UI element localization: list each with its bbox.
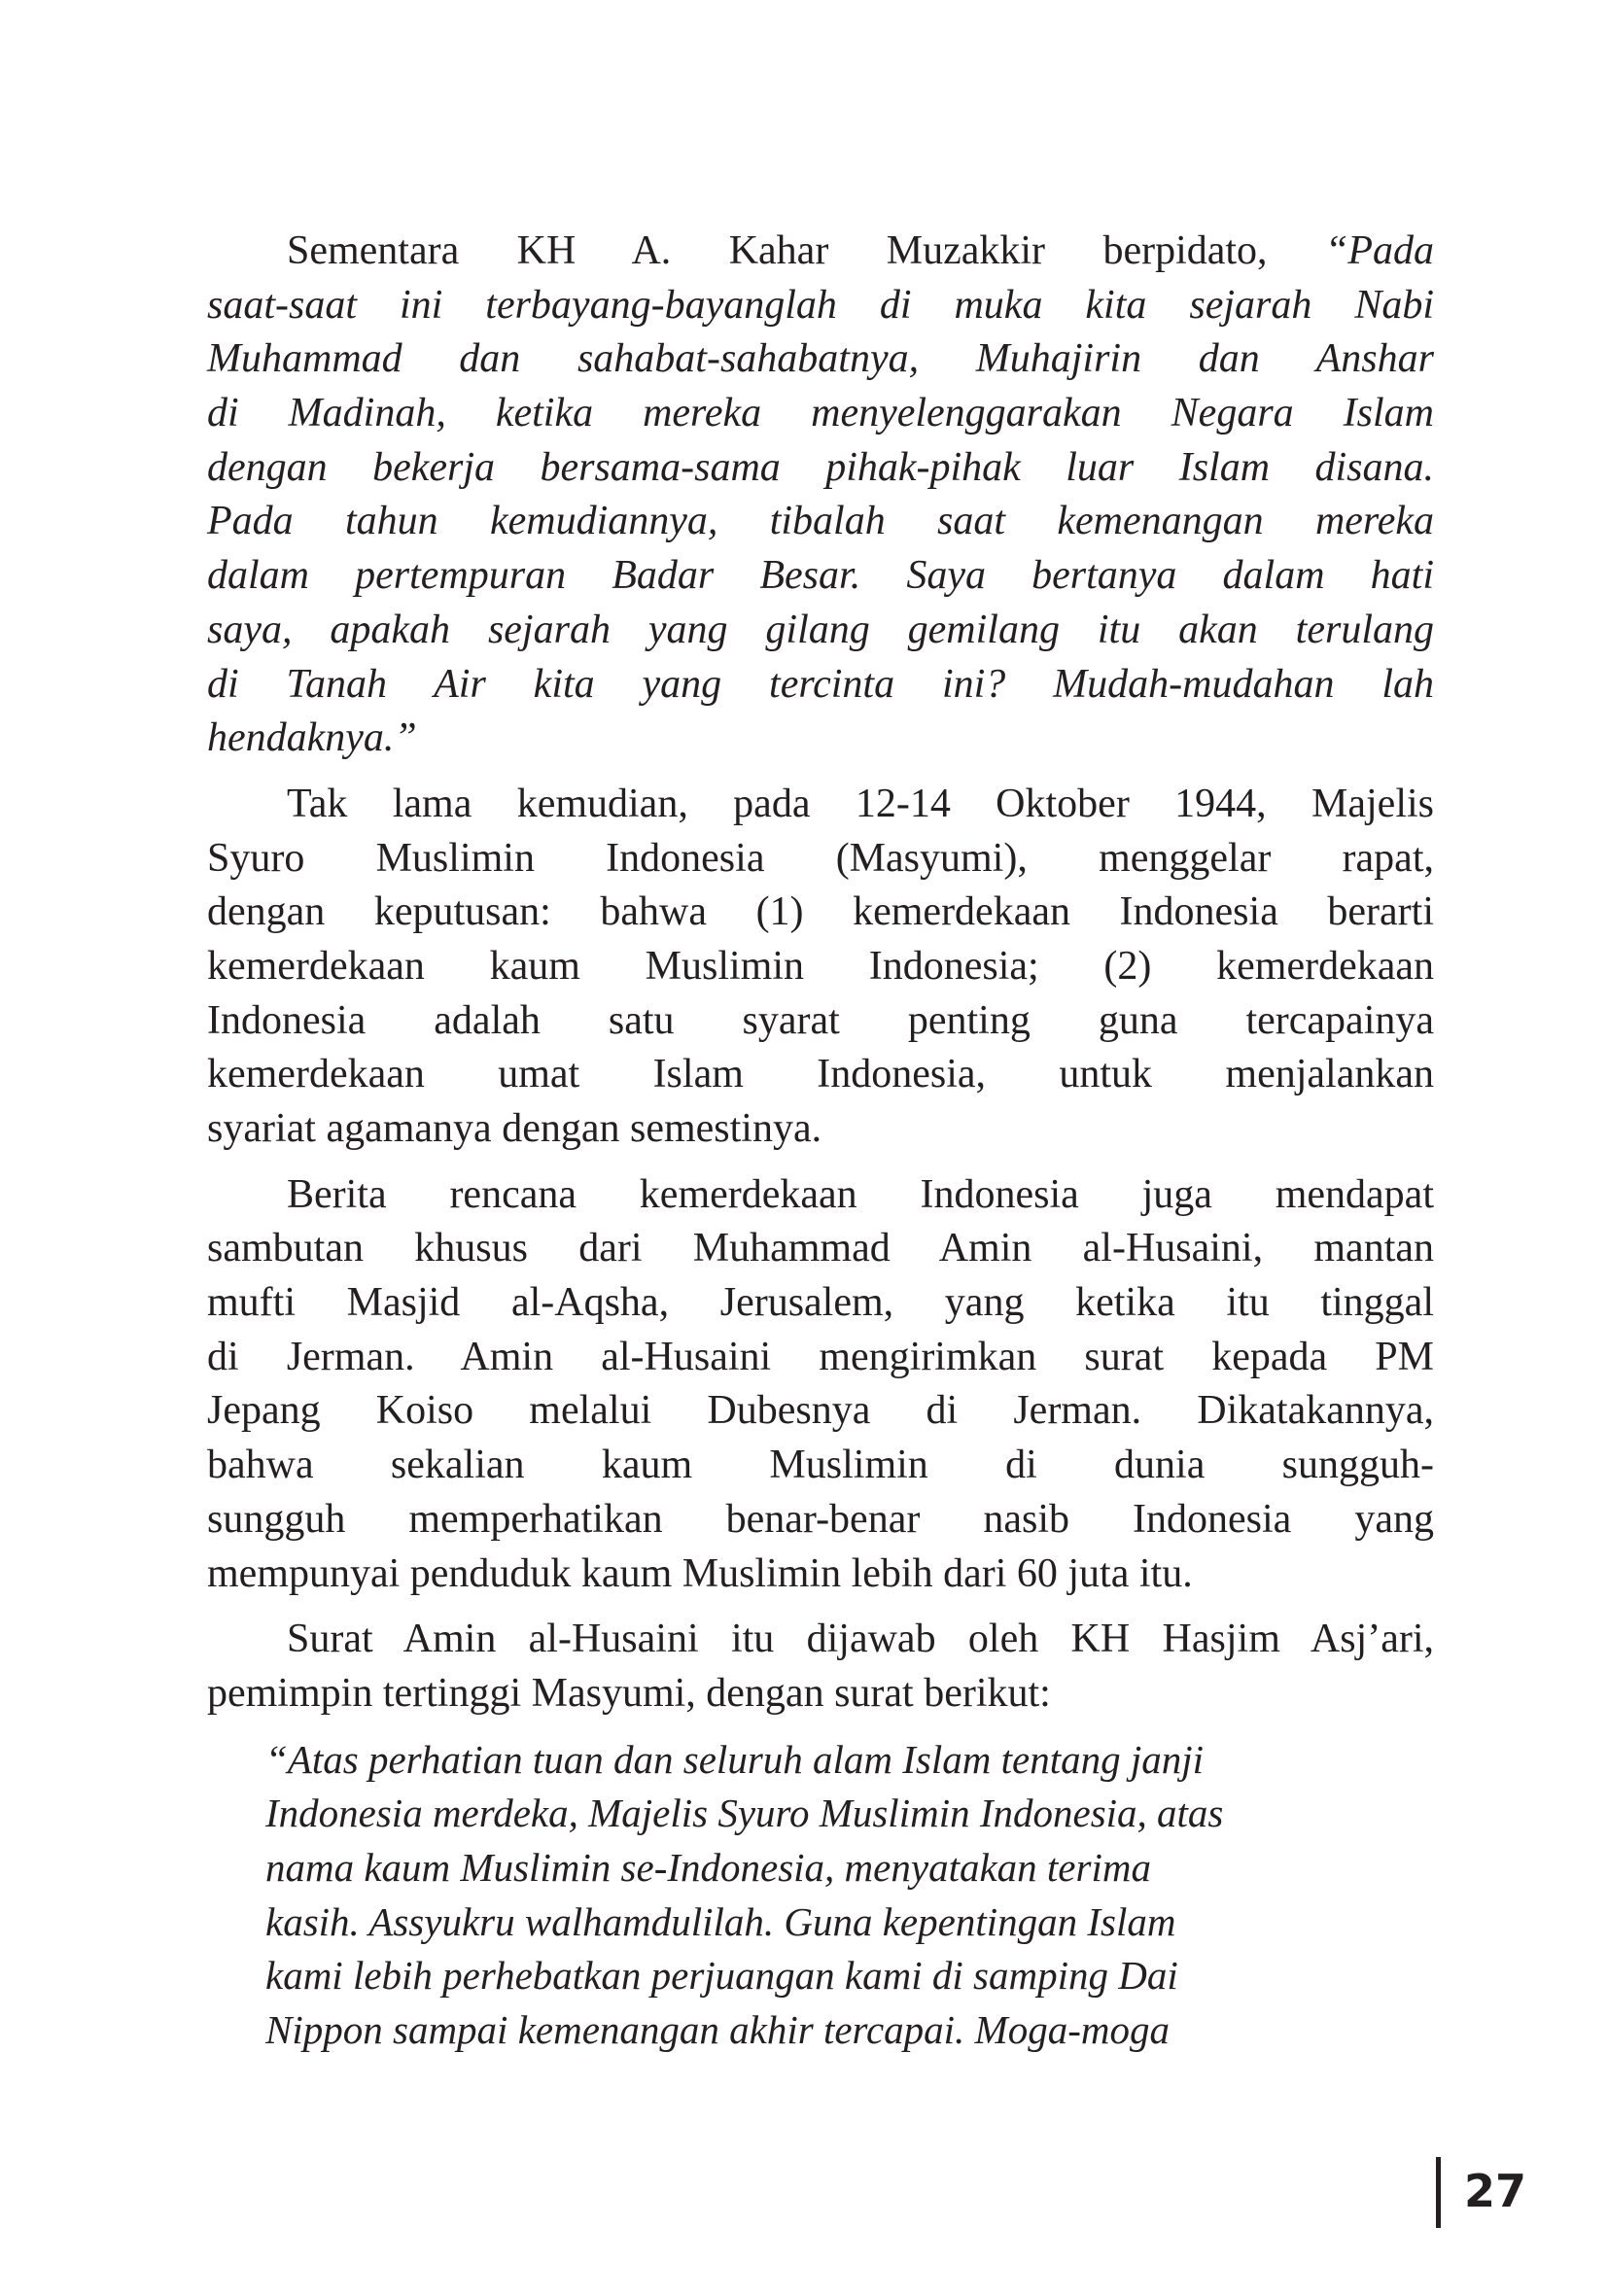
line-text: dengan keputusan: bahwa (1) kemerdekaan Indonesia berarti [207, 889, 1434, 935]
quote-line: kami lebih perhebatkan perjuangan kami di samping Dai [265, 1953, 1178, 1999]
paragraph [207, 778, 1434, 1157]
line-text-italic: Pada tahun kemudiannya, tibalah saat kemenangan mereka [207, 499, 1434, 544]
paragraph [207, 1613, 1434, 1721]
text-line [207, 1439, 1434, 1493]
quote-line: nama kaum Muslimin se-Indonesia, menyatakan terima [265, 1844, 1151, 1890]
block-quote [207, 1733, 1364, 2058]
line-text: di Jerman. Amin al-Husaini mengirimkan surat kepada PM [207, 1334, 1434, 1379]
text-line [207, 441, 1434, 496]
line-text-italic: dengan bekerja bersama-sama pihak-pihak luar Islam disana. [207, 444, 1434, 490]
text-line [207, 549, 1434, 604]
line-text: kemerdekaan kaum Muslimin Indonesia; (2) kemerdekaan [207, 943, 1434, 989]
line-text: Tak lama kemudian, pada 12-14 Oktober 1944, Majelis [287, 781, 1434, 826]
line-text: Sementara KH A. Kahar Muzakkir berpidato, [287, 228, 1325, 273]
quote-line: kasih. Assyukru walhamdulilah. Guna kepentingan Islam [265, 1898, 1176, 1944]
text-line [207, 225, 1434, 279]
text-line [207, 1667, 1434, 1722]
line-text-italic: Muhammad dan sahabat-sahabatnya, Muhajirin dan Anshar [207, 336, 1434, 382]
line-text-italic: saya, apakah sejarah yang gilang gemilang itu akan terulang [207, 607, 1434, 652]
quote-line: Nippon sampai kemenangan akhir tercapai. Moga-moga [265, 2007, 1170, 2052]
line-text: Syuro Muslimin Indonesia (Masyumi), menggelar rapat, [207, 835, 1434, 881]
page-number-divider [1436, 2157, 1441, 2228]
text-line [207, 832, 1434, 887]
text-line [207, 1331, 1434, 1385]
text-line [207, 1493, 1434, 1548]
line-text: bahwa sekalian kaum Muslimin di dunia sungguh- [207, 1443, 1434, 1488]
line-text: mempunyai penduduk kaum Muslimin lebih dari 60 juta itu. [207, 1550, 1193, 1596]
line-text: Surat Amin al-Husaini itu dijawab oleh KH Hasjim Asj’ari, [287, 1617, 1434, 1662]
text-line [207, 658, 1434, 713]
text-line [207, 1384, 1434, 1439]
text-line [207, 940, 1434, 994]
line-text: pemimpin tertinggi Masyumi, dengan surat berikut: [207, 1670, 1051, 1716]
text-line [207, 279, 1434, 333]
line-text: sungguh memperhatikan benar-benar nasib Indonesia yang [207, 1496, 1434, 1542]
text-line [207, 1548, 1434, 1602]
paragraphs [207, 225, 1434, 1722]
paragraph [207, 225, 1434, 766]
line-text-italic: “Pada [1324, 228, 1434, 273]
line-text-italic: hendaknya.” [207, 715, 417, 761]
page-number: 27 [1464, 2165, 1527, 2217]
line-text: syariat agamanya dengan semestinya. [207, 1106, 822, 1151]
line-text: mufti Masjid al-Aqsha, Jerusalem, yang ketika itu tinggal [207, 1280, 1434, 1326]
paragraph [207, 1168, 1434, 1602]
text-line [207, 387, 1434, 441]
text-line [207, 604, 1434, 658]
text-line [207, 332, 1434, 387]
line-text: kemerdekaan umat Islam Indonesia, untuk menjalankan [207, 1052, 1434, 1097]
line-text-italic: di Madinah, ketika mereka menyelenggarakan Negara Islam [207, 391, 1434, 436]
text-line [207, 712, 1434, 766]
quote-line: Indonesia merdeka, Majelis Syuro Muslimin Indonesia, atas [265, 1791, 1224, 1836]
text-line [207, 1048, 1434, 1102]
text-line [207, 994, 1434, 1049]
text-line [207, 1276, 1434, 1331]
line-text-italic: saat-saat ini terbayang-bayanglah di muka kita sejarah Nabi [207, 282, 1434, 328]
line-text-italic: di Tanah Air kita yang tercinta ini? Mudah-mudahan lah [207, 661, 1434, 707]
line-text: Berita rencana kemerdekaan Indonesia juga mendapat [287, 1171, 1434, 1217]
text-line [207, 1102, 1434, 1157]
quote-line: “Atas perhatian tuan dan seluruh alam Islam tentang janji [265, 1736, 1205, 1782]
line-text: Indonesia adalah satu syarat penting guna tercapainya [207, 997, 1434, 1043]
text-line [207, 495, 1434, 549]
text-line [207, 1168, 1434, 1223]
text-line [207, 1222, 1434, 1276]
line-text: sambutan khusus dari Muhammad Amin al-Husaini, mantan [207, 1226, 1434, 1271]
text-line [207, 1613, 1434, 1667]
line-text-italic: dalam pertempuran Badar Besar. Saya bertanya dalam hati [207, 553, 1434, 599]
line-text: Jepang Koiso melalui Dubesnya di Jerman. Dikatakannya, [207, 1388, 1434, 1434]
body-text [207, 225, 1434, 2058]
text-line [207, 886, 1434, 940]
text-line [207, 778, 1434, 832]
